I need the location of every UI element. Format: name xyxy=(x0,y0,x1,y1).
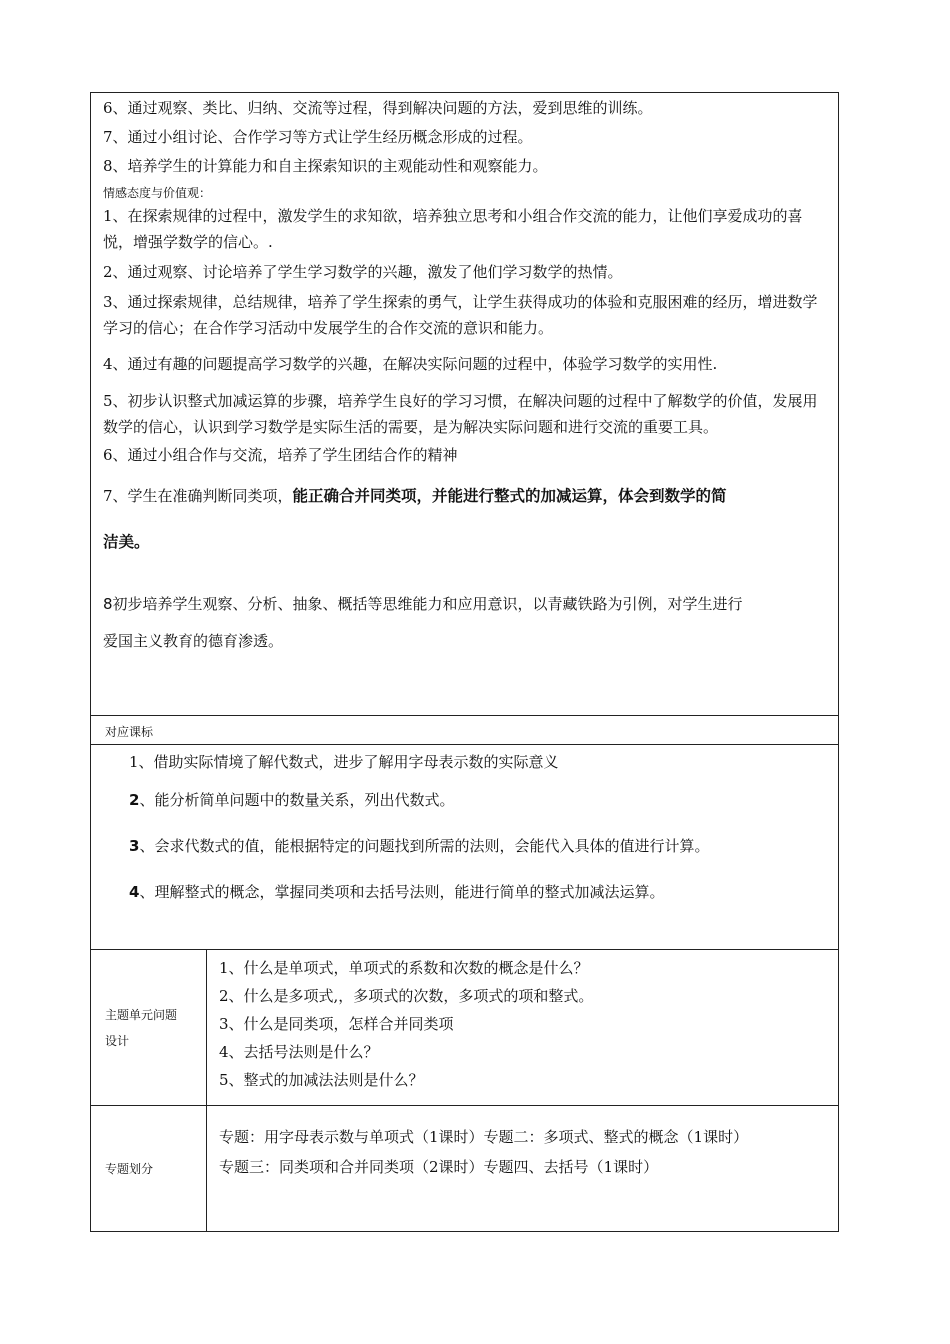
item8-line2: 爱国主义教育的德育渗透。 xyxy=(103,632,284,650)
item7-bold: 能正确合并同类项，并能进行整式的加减运算，体会到数学的简 xyxy=(292,487,727,505)
question-item: 4、去括号法则是什么？ xyxy=(219,1043,379,1061)
standards-heading: 对应课标 xyxy=(105,724,154,739)
emotion-item: 5、初步认识整式加减运算的步骤，培养学生良好的学习习惯，在解决问题的过程中了解数学的价值，发展用数学的信心，认识到学习数学是实际生活的需要，是为解决实际问题和进行交流的重要工具。 xyxy=(103,392,818,436)
topics-cell xyxy=(207,1106,839,1232)
emotion-item: 4、通过有趣的问题提高学习数学的兴趣，在解决实际问题的过程中，体验学习数学的实用性. xyxy=(103,355,718,373)
skills-item: 6、通过观察、类比、归纳、交流等过程，得到解决问题的方法，爱到思维的训练。 xyxy=(103,99,653,117)
objectives-row xyxy=(91,93,839,716)
questions-cell xyxy=(207,950,839,1106)
standard-text: 、会求代数式的值，能根据特定的问题找到所需的法则，会能代入具体的值进行计算。 xyxy=(139,837,710,855)
standards-cell xyxy=(91,745,839,950)
topics-line: 专题：用字母表示数与单项式（1课时）专题二：多项式、整式的概念（1课时） xyxy=(219,1128,749,1146)
standard-item xyxy=(129,833,838,859)
topics-label: 专题划分 xyxy=(105,1162,154,1176)
standards-row xyxy=(91,745,839,950)
emotion-item: 1、在探索规律的过程中，激发学生的求知欲，培养独立思考和小组合作交流的能力，让他们享爱成功的喜悦，增强学数学的信心。. xyxy=(103,207,803,251)
topics-line: 专题三：同类项和合并同类项（2课时）专题四、去括号（1课时） xyxy=(219,1158,659,1176)
emotion-item: 3、通过探索规律，总结规律，培养了学生探索的勇气，让学生获得成功的体验和克服困难的经历，增进数学学习的信心；在合作学习活动中发展学生的合作交流的意识和能力。 xyxy=(103,293,818,337)
standard-num: 3 xyxy=(129,837,140,855)
question-item: 5、整式的加减法法则是什么？ xyxy=(219,1071,424,1089)
item7-bold-line2: 洁美。 xyxy=(103,533,150,551)
question-item: 3、什么是同类项，怎样合并同类项 xyxy=(219,1015,454,1033)
emotion-item-8 xyxy=(103,590,830,618)
standards-heading-cell xyxy=(91,716,839,745)
question-item: 2、什么是多项式,，多项式的次数，多项式的项和整式。 xyxy=(219,987,594,1005)
questions-label-cell xyxy=(91,950,207,1106)
standard-text: 、能分析简单问题中的数量关系，列出代数式。 xyxy=(139,791,455,809)
objectives-cell xyxy=(91,93,839,716)
standard-text: 、借助实际情境了解代数式，进步了解用字母表示数的实际意义 xyxy=(138,753,559,771)
item7-prefix: 7、学生在准确判断同类项， xyxy=(103,487,293,505)
standard-num: 1 xyxy=(129,753,139,771)
skills-item: 7、通过小组讨论、合作学习等方式让学生经历概念形成的过程。 xyxy=(103,128,533,146)
lesson-plan-page xyxy=(90,92,838,1232)
standard-num: 2 xyxy=(129,791,140,809)
questions-label-line: 主题单元问题 xyxy=(105,1007,178,1022)
questions-label-line: 设计 xyxy=(105,1033,130,1048)
standard-text: 、理解整式的概念，掌握同类项和去括号法则，能进行简单的整式加减法运算。 xyxy=(139,883,665,901)
item8-num: 8 xyxy=(103,595,113,613)
standard-num: 4 xyxy=(129,883,140,901)
item8-line1: 初步培养学生观察、分析、抽象、概括等思维能力和应用意识，以青藏铁路为引例，对学生进行 xyxy=(112,595,743,613)
questions-label xyxy=(105,1002,206,1054)
emotion-item: 6、通过小组合作与交流，培养了学生团结合作的精神 xyxy=(103,446,458,464)
emotion-item-7 xyxy=(103,482,830,510)
emotion-heading: 情感态度与价值观： xyxy=(103,186,212,200)
standards-heading-row xyxy=(91,716,839,745)
standard-item xyxy=(129,787,838,813)
emotion-item: 2、通过观察、讨论培养了学生学习数学的兴趣，激发了他们学习数学的热情。 xyxy=(103,263,623,281)
lesson-plan-table xyxy=(90,92,839,1232)
standard-item xyxy=(129,749,838,775)
question-item: 1、什么是单项式，单项式的系数和次数的概念是什么？ xyxy=(219,959,589,977)
questions-row xyxy=(91,950,839,1106)
topics-label-cell xyxy=(91,1106,207,1232)
skills-item: 8、培养学生的计算能力和自主探索知识的主观能动性和观察能力。 xyxy=(103,157,548,175)
standard-item xyxy=(129,879,838,905)
topics-row xyxy=(91,1106,839,1232)
